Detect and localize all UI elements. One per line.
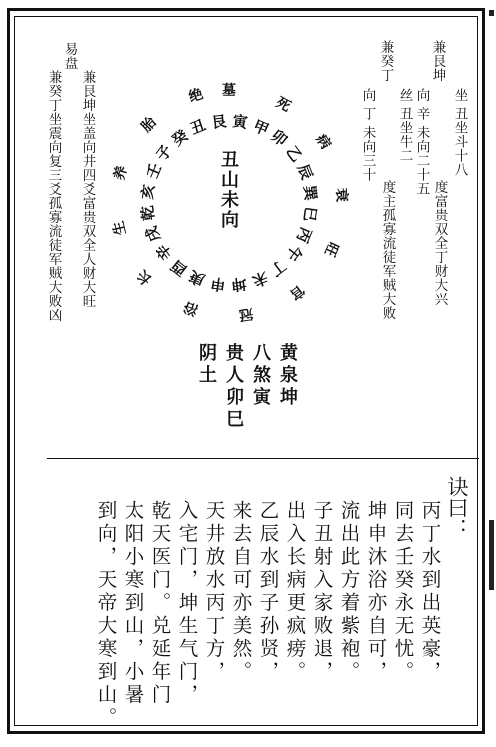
compass-ring-char: 申	[208, 274, 227, 295]
compass-phase-char: 死	[272, 94, 293, 115]
compass-phase-char: 冠	[237, 304, 254, 323]
compass-phase-char: 绝	[186, 86, 206, 106]
compass-ring-char: 乾	[137, 204, 158, 222]
compass-ring-char: 酉	[167, 255, 190, 280]
compass-ring-char: 辛	[151, 240, 176, 264]
poem-line: 太阳小寒到山，小暑	[121, 500, 145, 707]
compass-ring-char: 未	[249, 267, 271, 291]
poem-line: 坤申沐浴亦自可，	[364, 500, 388, 684]
right-note-col-2: 坐 丑坐斗十八	[451, 88, 468, 177]
yi-pan-label: 易盘	[61, 42, 78, 70]
yintu-label: 阴土	[196, 343, 217, 387]
right-note-col-7: 向 丁 未向三十	[359, 88, 376, 182]
compass-phase-char: 胎	[138, 114, 160, 136]
compass-phase-char: 衰	[332, 187, 350, 203]
right-note-col-6: 丝 丑坐牛二	[396, 88, 413, 163]
left-note-line-2: 兼癸丁坐震向复三爻孤寡流徒军贼大败凶	[45, 70, 62, 322]
poem-line: 出入长病更疯痨。	[283, 500, 307, 684]
poem-line: 同去壬癸永无忧。	[391, 500, 415, 684]
poem-heading: 诀曰：	[445, 476, 469, 539]
poem-line: 丙丁水到出英豪，	[418, 500, 442, 684]
right-note-col-5: 兼癸丁	[377, 40, 394, 82]
compass-phase-char: 浴	[181, 298, 201, 319]
compass-ring-char: 坤	[230, 274, 248, 295]
compass-center-label: 丑山未向	[218, 150, 239, 230]
compass-ring-char: 巳	[300, 205, 321, 224]
compass-ring-char: 戌	[141, 223, 165, 245]
compass-ring-char: 子	[152, 141, 177, 164]
compass-phase-char: 生	[110, 219, 130, 237]
compass-ring-char: 亥	[137, 182, 158, 201]
bashao-label: 八煞寅	[250, 343, 271, 409]
poem-line: 入宅门，坤生气门，	[175, 500, 199, 707]
poem-line: 乾天医门。兑延年门	[148, 500, 172, 707]
right-note-col-8: 度主孤寡流徒军贼大败	[379, 180, 396, 320]
compass-phase-char: 官	[286, 281, 308, 303]
compass-ring-char: 甲	[250, 116, 272, 139]
poem-line: 来去自可亦美然。	[229, 500, 253, 684]
compass-ring-char: 辰	[293, 161, 317, 183]
compass-phase-char: 旺	[320, 239, 342, 259]
guiren-label: 贵人卯巳	[223, 343, 244, 431]
section-divider	[47, 458, 479, 459]
poem-line: 子丑射入家败退，	[310, 500, 334, 684]
huangquan-label: 黄泉坤	[277, 343, 298, 409]
right-note-col-1: 兼艮坤	[429, 40, 446, 82]
compass-ring-char: 丙	[293, 224, 316, 246]
compass-ring-char: 丑	[187, 115, 209, 139]
compass-ring-char: 乙	[282, 142, 307, 166]
compass-phase-char: 墓	[222, 83, 236, 99]
poem-line: 流出此方着紫袍。	[337, 500, 361, 684]
compass-ring-char: 午	[281, 242, 306, 265]
compass-ring-char: 丁	[266, 256, 290, 281]
compass-ring-char: 艮	[210, 111, 228, 132]
poem-line: 天井放水丙丁方，	[202, 500, 226, 684]
poem-line: 到向，天帝大寒到山。	[94, 500, 118, 730]
compass-ring-char: 壬	[142, 160, 165, 182]
compass-ring-char: 癸	[168, 125, 192, 150]
poem-line: 乙辰水到子孙贤，	[256, 500, 280, 684]
compass-phase-char: 养	[111, 163, 131, 182]
compass-phase-char: 长	[134, 266, 156, 288]
compass-ring-char: 寅	[231, 111, 250, 132]
compass-phase-char: 病	[312, 132, 334, 153]
compass-ring-char: 庚	[186, 267, 208, 290]
compass-ring-char: 巽	[300, 184, 321, 202]
left-note-line-1: 兼艮坤坐盖向井四爻富贵双全人财大旺	[79, 70, 96, 308]
right-note-col-3: 向 辛 未向二十五	[413, 88, 430, 196]
right-note-col-4: 度富贵双全丁财大兴	[431, 180, 448, 306]
compass-ring-char: 卯	[268, 126, 291, 151]
